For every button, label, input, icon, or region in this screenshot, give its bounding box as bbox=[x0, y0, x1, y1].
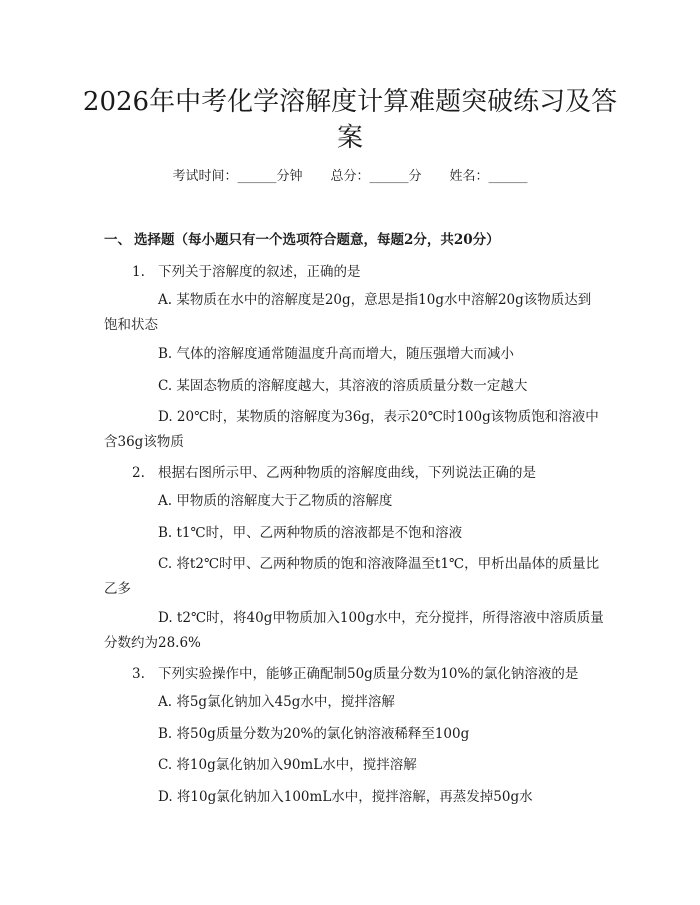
question-text: 下列关于溶解度的叙述，正确的是 bbox=[158, 264, 361, 280]
exam-meta bbox=[0, 168, 700, 186]
section-number: 一、 bbox=[104, 232, 131, 248]
section-heading bbox=[104, 231, 500, 249]
option-item: D. 将10g氯化钠加入100mL水中，搅拌溶解，再蒸发掉50g水 bbox=[158, 789, 533, 805]
option-item: B. 气体的溶解度通常随温度升高而增大，随压强增大而减小 bbox=[158, 346, 515, 362]
option-item: C. 将10g氯化钠加入90mL水中，搅拌溶解 bbox=[158, 757, 417, 773]
option-item: B. 将50g质量分数为20%的氯化钠溶液稀释至100g bbox=[158, 726, 470, 742]
option-item: B. t1℃时，甲、乙两种物质的溶液都是不饱和溶液 bbox=[158, 525, 463, 541]
question-number: 1. bbox=[132, 264, 145, 280]
option-item: A. 某物质在水中的溶解度是20g，意思是指10g水中溶解20g该物质达到饱和状态 bbox=[104, 292, 592, 333]
question-number: 3. bbox=[132, 666, 145, 682]
question-stem bbox=[132, 263, 361, 281]
total-score-field: 总分：______分 bbox=[330, 169, 422, 184]
section-title: 选择题（每小题只有一个选项符合题意，每题2分，共20分） bbox=[134, 232, 500, 248]
question-number: 2. bbox=[132, 465, 145, 481]
option-item: C. 某固态物质的溶解度越大，其溶液的溶质质量分数一定越大 bbox=[158, 378, 528, 394]
question-stem bbox=[132, 464, 536, 482]
option-item: A. 甲物质的溶解度大于乙物质的溶解度 bbox=[158, 493, 393, 509]
option-item: D. 20℃时，某物质的溶解度为36g，表示20℃时100g该物质饱和溶液中含36g该物质 bbox=[104, 409, 599, 450]
option-item: A. 将5g氯化钠加入45g水中，搅拌溶解 bbox=[158, 694, 395, 710]
option-item: C. 将t2℃时甲、乙两种物质的饱和溶液降温至t1℃，甲析出晶体的质量比乙多 bbox=[104, 556, 600, 597]
exam-time-field: 考试时间：______分钟 bbox=[172, 169, 303, 184]
question-text: 根据右图所示甲、乙两种物质的溶解度曲线，下列说法正确的是 bbox=[158, 465, 536, 481]
option-item: D. t2℃时，将40g甲物质加入100g水中，充分搅拌，所得溶液中溶质质量分数约为28.6% bbox=[104, 610, 604, 651]
document-title: 2026年中考化学溶解度计算难题突破练习及答案 bbox=[82, 87, 618, 153]
question-stem bbox=[132, 665, 578, 683]
question-text: 下列实验操作中，能够正确配制50g质量分数为10%的氯化钠溶液的是 bbox=[158, 666, 579, 682]
student-name-field: 姓名：______ bbox=[449, 169, 528, 184]
